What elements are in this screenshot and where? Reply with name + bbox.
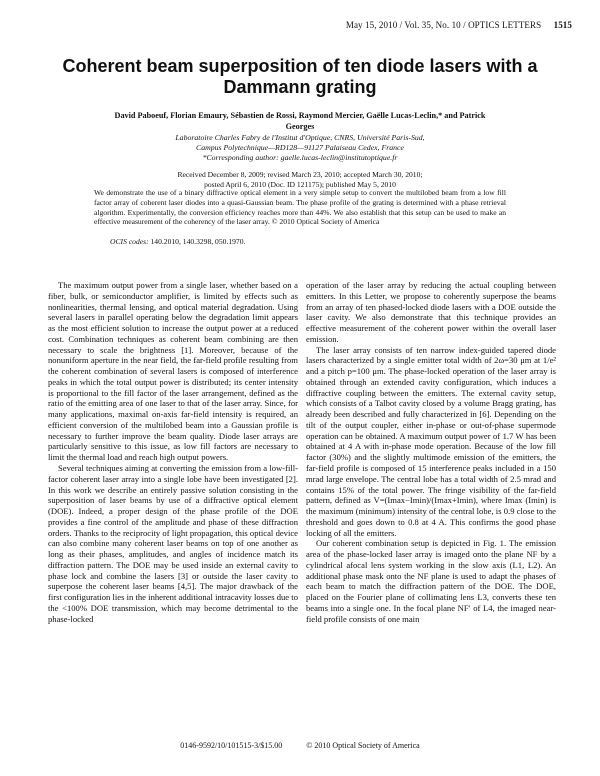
- dates-line: posted April 6, 2010 (Doc. ID 121175); published May 5, 2010: [204, 179, 396, 189]
- body-paragraph: The maximum output power from a single laser, whether based on a fiber, bulk, or semiconductor amplifier, is limited by effects such as nonlinearities, thermal lensing, and optical material degradation. Using several lasers in parallel operating below the degradation limit appears as the most efficient solution to increase the output power at a reduced cost. Combination techniques as coherent beam combining are then necessary to scale the brightness [1]. Moreover, because of the nonuniform aperture in the near field, the far-field profile resulting from the coherent combination of several lasers is composed of interference peaks in which the total output power is distributed; its center intensity is proportional to the fill factor of the laser arrangement, defined as the ratio of the emitting area of one laser to that of the laser array. Since, for many applications, maximal on-axis far-field intensity is required, an efficient conversion of the multilobed beam into a Gaussian profile is necessary to further improve the beam quality. Diode laser arrays are particularly sensitive to this issue, as low fill factors are necessary to limit the thermal load and reach high output powers.: [48, 280, 298, 463]
- right-column: [306, 280, 556, 625]
- running-header: [346, 20, 572, 30]
- affiliation-block: [110, 133, 490, 163]
- ocis-label: OCIS codes:: [110, 237, 149, 246]
- ocis-codes: [110, 237, 245, 246]
- publication-dates: [100, 170, 500, 189]
- left-column: [48, 280, 298, 625]
- corresponding-author: *Corresponding author: gaelle.lucas-leclin@institutoptique.fr: [202, 153, 398, 162]
- body-paragraph: Our coherent combination setup is depicted in Fig. 1. The emission area of the phase-locked laser array is imaged onto the plane NF by a cylindrical afocal lens system working in the slow axis (L1, L2). An additional phase mask onto the NF plane is used to adapt the phases of each beam to match the diffraction pattern of the DOE. The DOE, placed on the Fourier plane of collimating lens L3, converts these ten beams into a single one. In the focal plane NF′ of L4, the imaged near-field profile consists of one main: [306, 538, 556, 624]
- page-footer: [0, 741, 600, 750]
- affiliation-line: Campus Polytechnique—RD128—91127 Palaiseau Cedex, France: [196, 143, 404, 152]
- journal-info: May 15, 2010 / Vol. 35, No. 10 / OPTICS LETTERS: [345, 20, 542, 30]
- abstract: We demonstrate the use of a binary diffractive optical element in a very simple setup to convert the multilobed beam from a low fill factor array of coherent laser diodes into a quasi-Gaussian beam. The phase profile of the grating is determined with a phase retrieval algorithm. Experimentally, the conversion efficiency reaches more than 44%. We also establish that this setup can be used to make an effective measurement of the coherency of the laser array. © 2010 Optical Society of America: [94, 188, 506, 227]
- affiliation-line: Laboratoire Charles Fabry de l'Institut d'Optique, CNRS, Université Paris-Sud,: [175, 133, 425, 142]
- paper-title: Coherent beam superposition of ten diode lasers with a Dammann grating: [62, 56, 538, 97]
- dates-line: Received December 8, 2009; revised March 23, 2010; accepted March 30, 2010;: [177, 170, 423, 179]
- body-paragraph: Several techniques aiming at converting the emission from a low-fill-factor coherent laser array into a single lobe have been investigated [2]. In this work we describe an entirely passive solution consisting in the superposition of laser beams by use of a diffractive optical element (DOE). Indeed, a proper design of the phase profile of the DOE provides a fine control of the amplitude and phase of these diffraction orders. Thanks to the reciprocity of light propagation, this optical device can also combine many coherent laser beams on top of one another as long as their phases, amplitudes, and angles of incidence match its diffraction pattern. The DOE may be used inside an external cavity to phase lock and combine the lasers [3] or outside the laser cavity to superpose the coherent laser beams [4,5]. The major drawback of the first configuration lies in the inherent additional intracavity losses due to the <100% DOE transmission, which may become detrimental to the phase-locked: [48, 463, 298, 624]
- page-number: 1515: [553, 20, 572, 30]
- ocis-values: 140.2010, 140.3298, 050.1970.: [150, 237, 246, 246]
- article-code: 0146-9592/10/101515-3/$15.00: [180, 741, 283, 750]
- copyright: © 2010 Optical Society of America: [306, 741, 420, 750]
- body-paragraph: The laser array consists of ten narrow index-guided tapered diode lasers characterized by a single emitter total width of 2ω=30 μm at 1/e² and a pitch p=100 μm. The phase-locked operation of the laser array is obtained through an extended cavity configuration, which induces a diffractive coupling between the emitters. The external cavity setup, which consists of a Talbot cavity closed by a volume Bragg grating, has already been described and fully characterized in [6]. Depending on the tilt of the output coupler, either in-phase or out-of-phase supermode operation can be obtained. A maximum output power of 1.7 W has been obtained at 4 A with in-phase mode operation. Because of the low fill factor (30%) and the slightly multimode emission of the emitters, the far-field profile is composed of 15 interference peaks included in a 150 mrad large envelope. The central lobe has a total width of 2.5 mrad and contains 15% of the total power. The fringe visibility of the far-field pattern, defined as V=(Imax−Imin)/(Imax+Imin), where Imax (Imin) is the maximum (minimum) intensity of the central lobe, is 0.9 close to the threshold and goes down to 0.8 at 4 A. This confirms the good phase locking of all the emitters.: [306, 344, 556, 538]
- author-list: David Paboeuf, Florian Emaury, Sébastien de Rossi, Raymond Mercier, Gaëlle Lucas-Leclin,* and Patrick Georges: [114, 111, 486, 131]
- body-paragraph: operation of the laser array by reducing the actual coupling between emitters. In this Letter, we propose to coherently superpose the beams from an array of ten phased-locked diode lasers with a DOE outside the laser cavity. We also demonstrate that this technique provides an effective measurement of the coherent power within the overall laser emission.: [306, 280, 556, 344]
